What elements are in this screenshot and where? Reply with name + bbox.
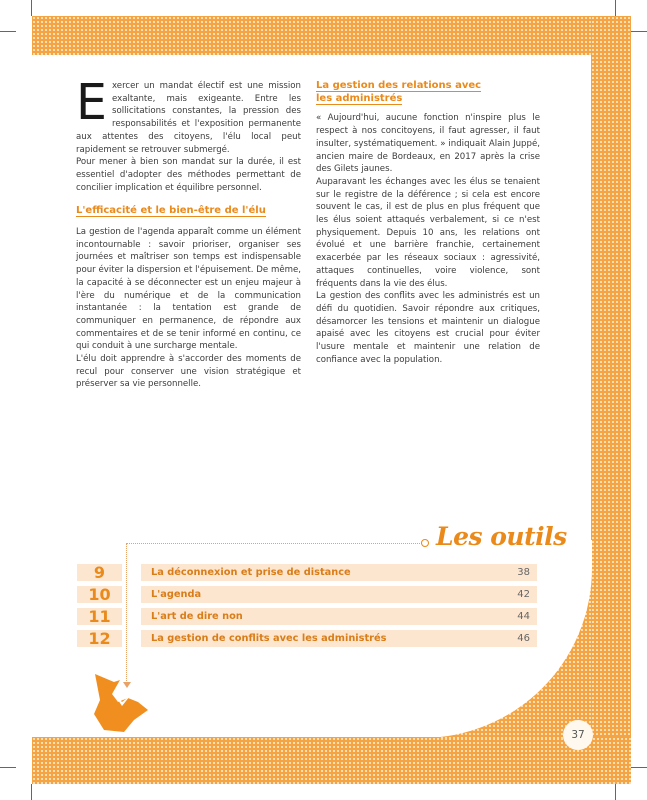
body-paragraph: Auparavant les échanges avec les élus se tenaient sur le registre de la déférence ; si cela est encore souvent le cas, il est de plus en plus fréquent que les élus soient attaqués verbalement, si ce n'est physiquement. Depuis 10 ans, les relations ont évolué et une barrière franchie, certainement exacerbée par les réseaux sociaux : agressivité, attaques continuelles, voire violence, sont fréquents dans la vie des élus. (316, 176, 540, 289)
intro-paragraph (76, 74, 301, 156)
intro-paragraph-2: Pour mener à bien son mandat sur la durée, il est essentiel d'adopter des méthodes permettant de concilier implication et équilibre personnel. (76, 157, 301, 193)
toc-label: La déconnexion et prise de distance (151, 567, 351, 578)
crop-mark (631, 31, 647, 32)
toc-row[interactable] (77, 586, 537, 603)
crop-mark (31, 784, 32, 800)
tools-toc (77, 564, 537, 652)
toc-label: L'art de dire non (151, 611, 243, 622)
toc-page: 42 (517, 589, 530, 600)
crop-mark (631, 767, 647, 768)
crop-mark (615, 0, 616, 16)
toc-page: 44 (517, 611, 530, 622)
toc-number: 11 (77, 608, 122, 625)
outils-title: Les outils (436, 522, 567, 551)
body-paragraph: L'élu doit apprendre à s'accorder des moments de recul pour conserver une vision stratégique et préserver sa vie personnelle. (76, 354, 301, 390)
page-number: 37 (563, 720, 593, 750)
toc-row[interactable] (77, 608, 537, 625)
section-heading-relations-line1: La gestion des relations avec (316, 80, 482, 91)
crop-mark (615, 784, 616, 800)
body-paragraph: La gestion de l'agenda apparaît comme un élément incontournable : savoir prioriser, organiser ses journées et maîtriser son temps est indispensable pour éviter la dispersion et l'épuisement. De même, la capacité à se déconnecter est un enjeu majeur à l'ère du numérique et de la communication instantanée : la tentation est grande de communiquer en permanence, de répondre aux commentaires et de se tenir informé en continu, ce qui conduit à une surcharge mentale. (76, 227, 301, 352)
toc-number: 12 (77, 630, 122, 647)
dotted-connector-horizontal (126, 543, 422, 544)
origami-squirrel-icon (92, 672, 162, 732)
toc-label: La gestion de conflits avec les administrés (151, 633, 387, 644)
toc-page: 38 (517, 567, 530, 578)
toc-number: 9 (77, 564, 122, 581)
left-column (76, 74, 301, 391)
toc-row[interactable] (77, 564, 537, 581)
bottom-pattern-band (32, 737, 631, 784)
quote-paragraph: « Aujourd'hui, aucune fonction n'inspire plus le respect à nos concitoyens, il faut agresser, il faut insulter, systématiquement. » indiquait Alain Juppé, ancien maire de Bordeaux, en 2017 après la crise des Gilets jaunes. (316, 113, 540, 175)
toc-row[interactable] (77, 630, 537, 647)
crop-mark (0, 767, 16, 768)
toc-number: 10 (77, 586, 122, 603)
right-pattern-band (591, 16, 631, 784)
section-heading-relations-line2: les administrés (316, 92, 403, 104)
connector-circle-icon (421, 539, 429, 547)
crop-mark (0, 31, 16, 32)
right-column (316, 80, 540, 366)
drop-cap: E (76, 74, 107, 131)
section-heading-efficacite: L'efficacité et le bien-être de l'élu (76, 205, 266, 217)
top-pattern-band (32, 16, 631, 55)
body-paragraph: La gestion des conflits avec les administrés est un défi du quotidien. Savoir répondre aux critiques, désamorcer les tensions et maintenir un dialogue apaisé avec les citoyens est crucial pour éviter l'usure mentale et maintenir une relation de confiance avec la population. (316, 291, 540, 365)
intro-text: xercer un mandat électif est une mission exaltante, mais exigeante. Entre les sollicitations constantes, la pression des responsabilités et l'exposition permanente aux attentes des citoyens, l'élu local peut rapidement se retrouver submergé. (76, 81, 301, 155)
crop-mark (31, 0, 32, 16)
toc-label: L'agenda (151, 589, 202, 600)
toc-page: 46 (517, 633, 530, 644)
